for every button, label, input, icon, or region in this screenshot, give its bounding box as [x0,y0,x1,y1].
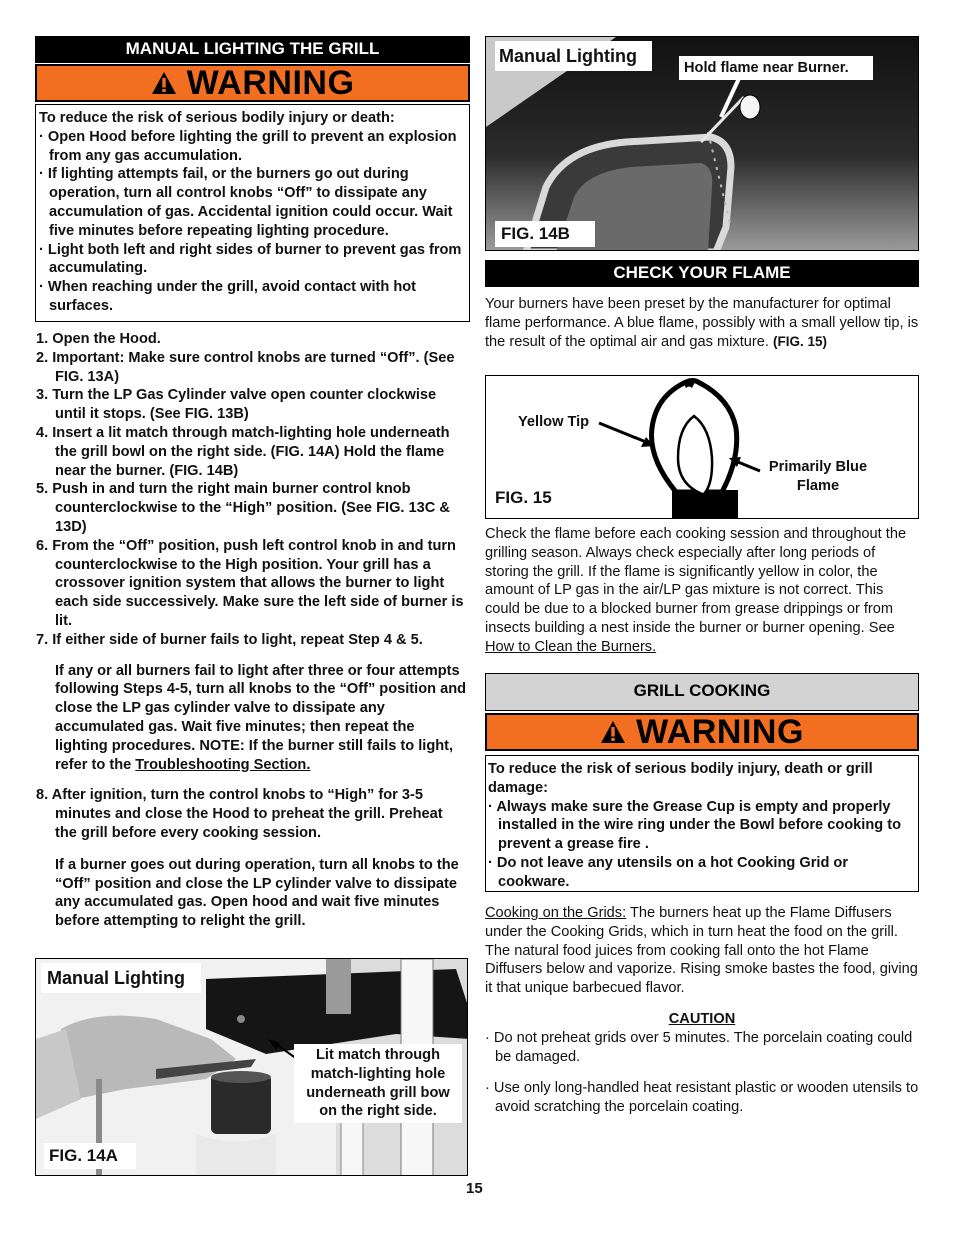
page-number: 15 [466,1180,483,1197]
section-title-grill-cooking: GRILL COOKING [485,673,919,711]
lighting-steps [36,330,468,931]
caution-bullet: · Use only long-handled heat resistant plastic or wooden utensils to avoid scratching the porcelain coating. [485,1080,919,1115]
step-5: 5. Push in and turn the right main burner control knob counterclockwise to the “High” position. (See FIG. 13C & 13D) [36,481,450,535]
step-6: 6. From the “Off” position, push left control knob in and turn counterclockwise to the High position. Your grill has a crossover ignition system that allows the burner to light each side successively. Make sure the left side of burner is lit. [36,537,464,629]
warning-intro: To reduce the risk of serious bodily injury or death: [39,110,395,126]
paragraph-fail-to-light [36,662,468,775]
step-1: 1. Open the Hood. [36,331,161,347]
figure-15 [485,375,919,519]
warning-bullet: · If lighting attempts fail, or the burners go out during operation, turn all control knobs “Off” to dissipate any accumulation of gas. Accidental ignition could occur. Wait five minutes before repeating lighting procedure. [39,166,453,239]
warning-label: WARNING [636,712,804,751]
warning-bullet: · Do not leave any utensils on a hot Cooking Grid or cookware. [488,854,849,890]
paragraph-burner-goes-out: If a burner goes out during operation, turn all knobs to the “Off” position and close the LP cylinder valve to dissipate any accumulated gas. Open hood and wait five minutes before attempting to relight the grill. [55,856,459,930]
warning-triangle-icon [600,720,626,744]
warning-box-cooking [485,755,919,892]
section-title-manual-lighting: MANUAL LIGHTING THE GRILL [35,36,470,63]
warning-bullet: · When reaching under the grill, avoid contact with hot surfaces. [39,279,417,314]
cooking-on-grids-paragraph [485,904,919,998]
clean-burners-link[interactable]: How to Clean the Burners. [485,638,657,655]
fig14b-label: FIG. 14B [495,221,595,247]
warning-banner [35,64,470,102]
fig14b-title: Manual Lighting [495,41,652,71]
warning-banner-cooking [485,713,919,751]
step-2: 2. Important: Make sure control knobs are turned “Off”. (See FIG. 13A) [36,349,455,385]
fig14a-label: FIG. 14A [44,1143,136,1169]
step-8: 8. After ignition, turn the control knobs to “High” for 3-5 minutes and close the Hood to preheat the grill. Preheat the grill before every cooking session. [36,787,443,841]
cooking-on-grids-text: The burners heat up the Flame Diffusers under the Cooking Grids, which in turn heat the food on the grill. The natural food juices from cooking fall onto the hot Flame Diffusers below and vaporize. Rising smoke bastes the food, giving it that unique barbecued flavor. [485,905,918,997]
warning-box-lighting [35,104,470,322]
warning-label: WARNING [186,63,355,102]
caution-bullet: · Do not preheat grids over 5 minutes. The porcelain coating could be damaged. [485,1030,913,1065]
step-3: 3. Turn the LP Gas Cylinder valve open counter clockwise until it stops. (See FIG. 13B) [36,387,437,423]
fig15-reference: (FIG. 15) [772,333,827,349]
warning-triangle-icon [151,71,177,95]
warning-bullet: · Always make sure the Grease Cup is empty and properly installed in the wire ring under the Bowl before cooking to prevent a grease fire . [488,798,901,853]
fig14a-callout: Lit match through match-lighting hole underneath grill bow on the right side. [294,1044,462,1123]
fig14b-callout: Hold flame near Burner. [679,56,873,80]
check-flame-body-text: Check the flame before each cooking session and throughout the grilling season. Always check especially after long periods of storing the grill. If the flame is significantly yellow in color, the amount of LP gas in the air/LP gas mixture is not correct. This could be due to a blocked burner from grease drippings or from insects building a nest inside the burner or burner opening. See [485,526,907,636]
fig14a-title: Manual Lighting [41,963,201,993]
label-primarily-blue-flame [762,458,874,496]
check-flame-body [485,525,919,657]
troubleshooting-link[interactable]: Troubleshooting Section. [135,756,311,773]
fail-text: If any or all burners fail to light after three or four attempts following Steps 4-5, turn all knobs to the “Off” position and close the LP gas cylinder valve to dissipate any accumulated gas. Wait five minutes; then repeat the lighting procedures. NOTE: If the burner still fails to light, refer to the [55,662,467,773]
label-yellow-tip: Yellow Tip [518,414,590,430]
label-primarily-blue: Primarily Blue [768,459,868,475]
step-7: 7. If either side of burner fails to light, repeat Step 4 & 5. [36,631,423,648]
fig15-label: FIG. 15 [495,488,552,507]
step-4: 4. Insert a lit match through match-lighting hole underneath the grill bowl on the right side. (FIG. 14A) Hold the flame near the burner. (FIG. 14B) [36,424,450,479]
check-flame-intro-text: Your burners have been preset by the manufacturer for optimal flame performance. A blue flame, possibly with a small yellow tip, is the result of the optimal air and gas mixture. [485,296,919,350]
figure-14b [485,36,919,251]
warning-bullet: · Open Hood before lighting the grill to prevent an explosion from any gas accumulation. [39,128,457,164]
figure-14a [35,958,468,1176]
section-title-check-flame: CHECK YOUR FLAME [485,260,919,287]
warning-bullet: · Light both left and right sides of burner to prevent gas from accumulating. [39,241,462,277]
cooking-on-grids-heading: Cooking on the Grids: [485,905,627,921]
check-flame-intro [485,295,919,351]
caution-title: CAUTION [668,1011,736,1027]
label-flame: Flame [796,478,840,494]
warning-intro: To reduce the risk of serious bodily injury, death or grill damage: [488,761,873,796]
